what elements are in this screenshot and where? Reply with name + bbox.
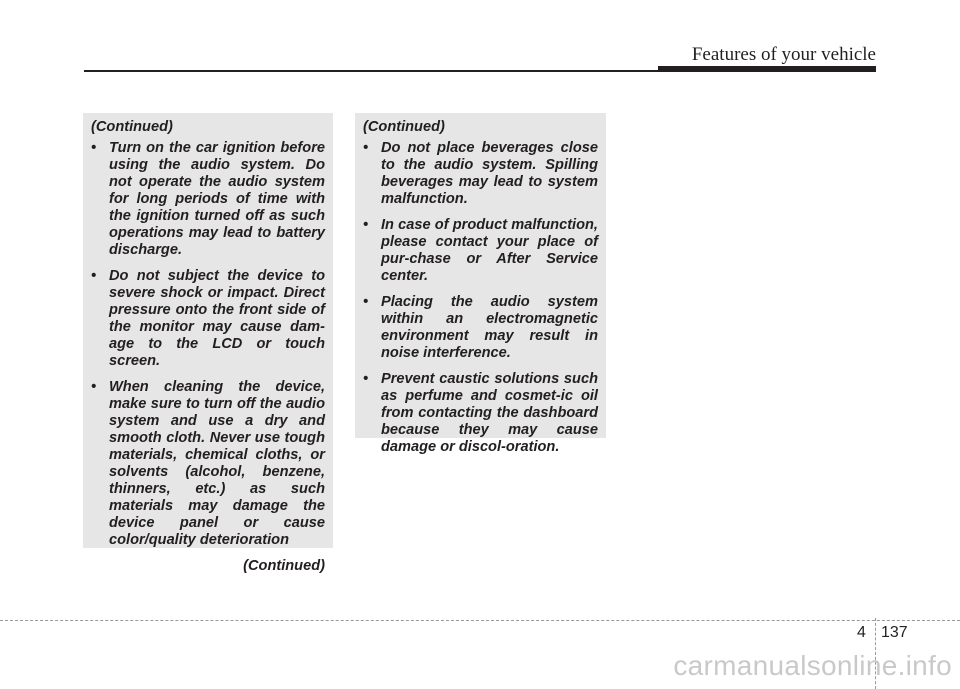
- bullet-text: Placing the audio system within an electromagnetic environment may result in noise interference.: [381, 294, 598, 361]
- footer-dashed-rule: [0, 620, 960, 621]
- continued-label: (Continued): [363, 119, 445, 135]
- bullet-text: Do not place beverages close to the audio system. Spilling beverages may lead to system malfunction.: [381, 140, 598, 207]
- bullet-mark: •: [91, 140, 97, 156]
- bullet-item: [91, 268, 325, 370]
- bullet-mark: •: [363, 217, 369, 233]
- caution-panel-right: [355, 113, 606, 455]
- bullet-item: [363, 371, 598, 456]
- bullet-mark: •: [363, 294, 369, 310]
- bullet-mark: •: [363, 140, 369, 156]
- bullet-mark: •: [91, 268, 97, 284]
- bullet-item: [363, 294, 598, 362]
- section-number: 4: [857, 624, 866, 641]
- bullet-item: [363, 140, 598, 208]
- continued-label-bottom: (Continued): [243, 558, 325, 574]
- header-rule-accent: [658, 66, 876, 72]
- watermark: carmanualsonline.info: [673, 650, 952, 681]
- bullet-text: In case of product malfunction, please contact your place of pur-chase or After Service center.: [381, 217, 598, 284]
- bullet-item: [91, 379, 325, 549]
- bullet-mark: •: [91, 379, 97, 395]
- bullet-text: Prevent caustic solutions such as perfume and cosmet-ic oil from contacting the dashboard because they may cause damage or discol-oration.: [381, 371, 598, 455]
- bullet-item: [363, 217, 598, 285]
- bullet-item: [91, 140, 325, 259]
- bullet-text: When cleaning the device, make sure to turn off the audio system and use a dry and smooth cloth. Never use tough materials, chemical cloths, or solvents (alcohol, benzene, thinners, etc.) as such materials may damage the device panel or cause color/quality deterioration: [109, 379, 325, 548]
- bullet-text: Do not subject the device to severe shock or impact. Direct pressure onto the front side of the monitor may cause dam-age to the LCD or touch screen.: [109, 268, 325, 369]
- page-number: 137: [881, 624, 908, 641]
- bullet-mark: •: [363, 371, 369, 387]
- caution-panel-left: [83, 113, 333, 574]
- continued-label: (Continued): [91, 119, 173, 135]
- bullet-text: Turn on the car ignition before using the audio system. Do not operate the audio system for long periods of time with the ignition turned off as such operations may lead to battery discharge.: [109, 140, 325, 258]
- page-header-title: Features of your vehicle: [691, 44, 876, 65]
